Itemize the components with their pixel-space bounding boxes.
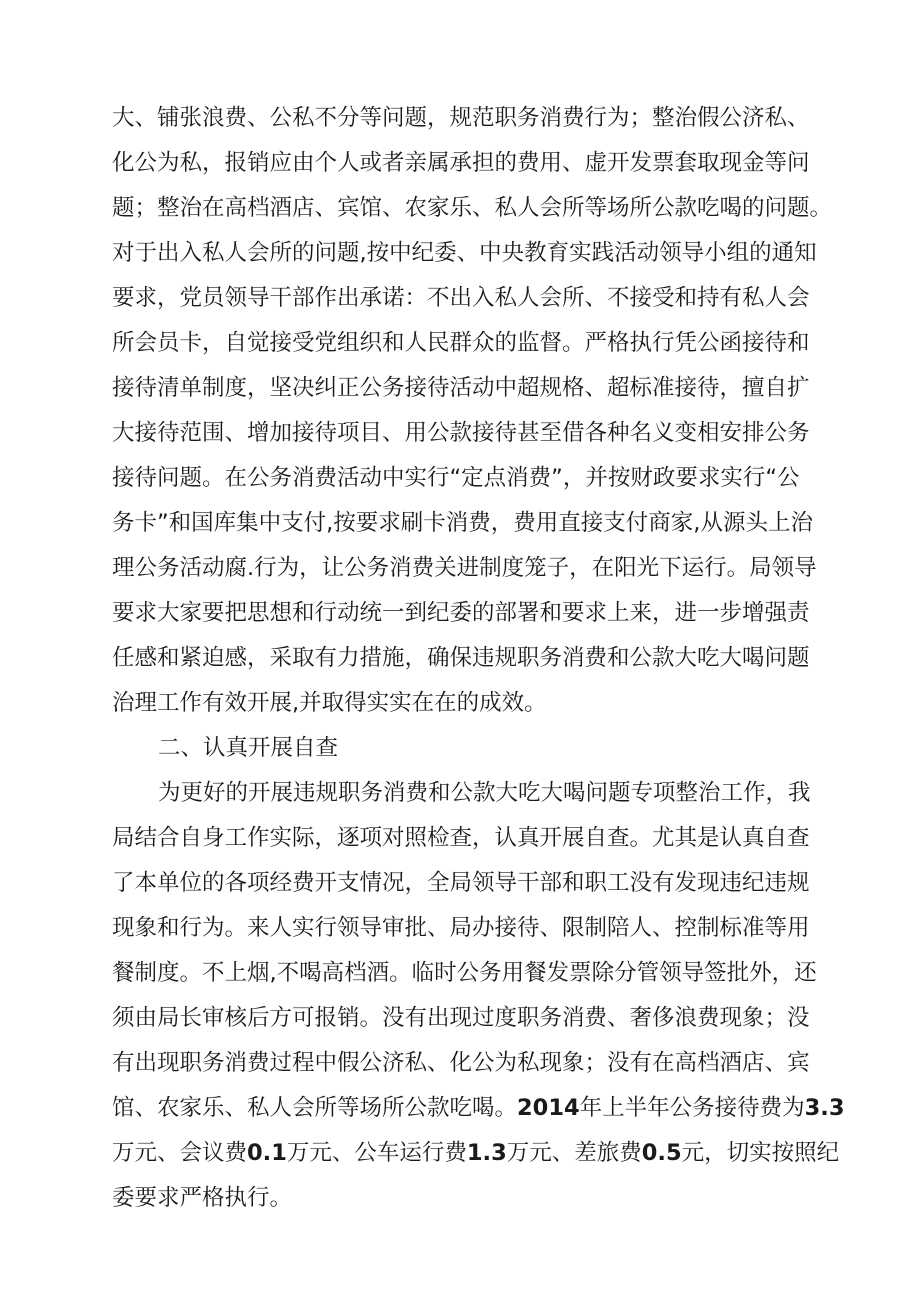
text-line: 委要求严格执行。: [112, 1185, 293, 1211]
number-segment: 1.3: [466, 1140, 507, 1166]
text-segment: 馆、农家乐、私人会所等场所公款吃喝。: [112, 1095, 518, 1121]
text-line: 了本单位的各项经费开支情况，全局领导干部和职工没有发现违纪违规: [112, 870, 810, 896]
text-segment: 年上半年公务接待费为: [579, 1095, 805, 1121]
text-line: 须由局长审核后方可报销。没有出现过度职务消费、奢侈浪费现象；没: [112, 1005, 810, 1031]
section-heading: 二、认真开展自查: [158, 735, 339, 761]
text-line: 餐制度。不上烟,不喝高档酒。临时公务用餐发票除分管领导签批外，还: [112, 960, 817, 986]
text-line: 接待问题。在公务消费活动中实行“定点消费”，并按财政要求实行“公: [112, 465, 800, 491]
text-line: 大、铺张浪费、公私不分等问题，规范职务消费行为；整治假公济私、: [112, 105, 810, 131]
number-segment: 3.3: [804, 1095, 845, 1121]
text-line: [112, 1086, 845, 1130]
text-line: 化公为私，报销应由个人或者亲属承担的费用、虚开发票套取现金等问: [112, 150, 810, 176]
text-segment: 元，切实按照纪: [681, 1140, 840, 1166]
text-line: 局结合自身工作实际，逐项对照检查，认真开展自查。尤其是认真自查: [112, 825, 810, 851]
text-line: 有出现职务消费过程中假公济私、化公为私现象；没有在高档酒店、宾: [112, 1050, 810, 1076]
text-line: [112, 1131, 839, 1175]
text-segment: 万元、公车运行费: [286, 1140, 467, 1166]
text-line: 现象和行为。来人实行领导审批、局办接待、限制陪人、控制标准等用: [112, 915, 810, 941]
text-segment: 万元、会议费: [112, 1140, 248, 1166]
text-line: 要求，党员领导干部作出承诺：不出入私人会所、不接受和持有私人会: [112, 285, 810, 311]
text-line: 治理工作有效开展,并取得实实在在的成效。: [112, 690, 547, 716]
text-line: 对于出入私人会所的问题,按中纪委、中央教育实践活动领导小组的通知: [112, 240, 817, 266]
number-segment: 2014: [517, 1095, 580, 1121]
text-line: 接待清单制度，坚决纠正公务接待活动中超规格、超标准接待，擅自扩: [112, 375, 810, 401]
text-line: 务卡”和国库集中支付,按要求刷卡消费，费用直接支付商家,从源头上治: [112, 510, 813, 536]
text-line: 题；整治在高档酒店、宾馆、农家乐、私人会所等场所公款吃喝的问题。: [112, 195, 833, 221]
text-line: 所会员卡，自觉接受党组织和人民群众的监督。严格执行凭公函接待和: [112, 330, 810, 356]
text-line: 要求大家要把思想和行动统一到纪委的部署和要求上来，进一步增强责: [112, 600, 810, 626]
text-line: 理公务活动腐.行为，让公务消费关进制度笼子，在阳光下运行。局领导: [112, 555, 817, 581]
text-line: 任感和紧迫感，采取有力措施，确保违规职务消费和公款大吃大喝问题: [112, 645, 810, 671]
number-segment: 0.1: [247, 1140, 287, 1166]
text-line: 为更好的开展违规职务消费和公款大吃大喝问题专项整治工作，我: [158, 780, 811, 806]
text-line: 大接待范围、增加接待项目、用公款接待甚至借各种名义变相安排公务: [112, 420, 810, 446]
text-segment: 万元、差旅费: [506, 1140, 642, 1166]
number-segment: 0.5: [641, 1140, 682, 1166]
